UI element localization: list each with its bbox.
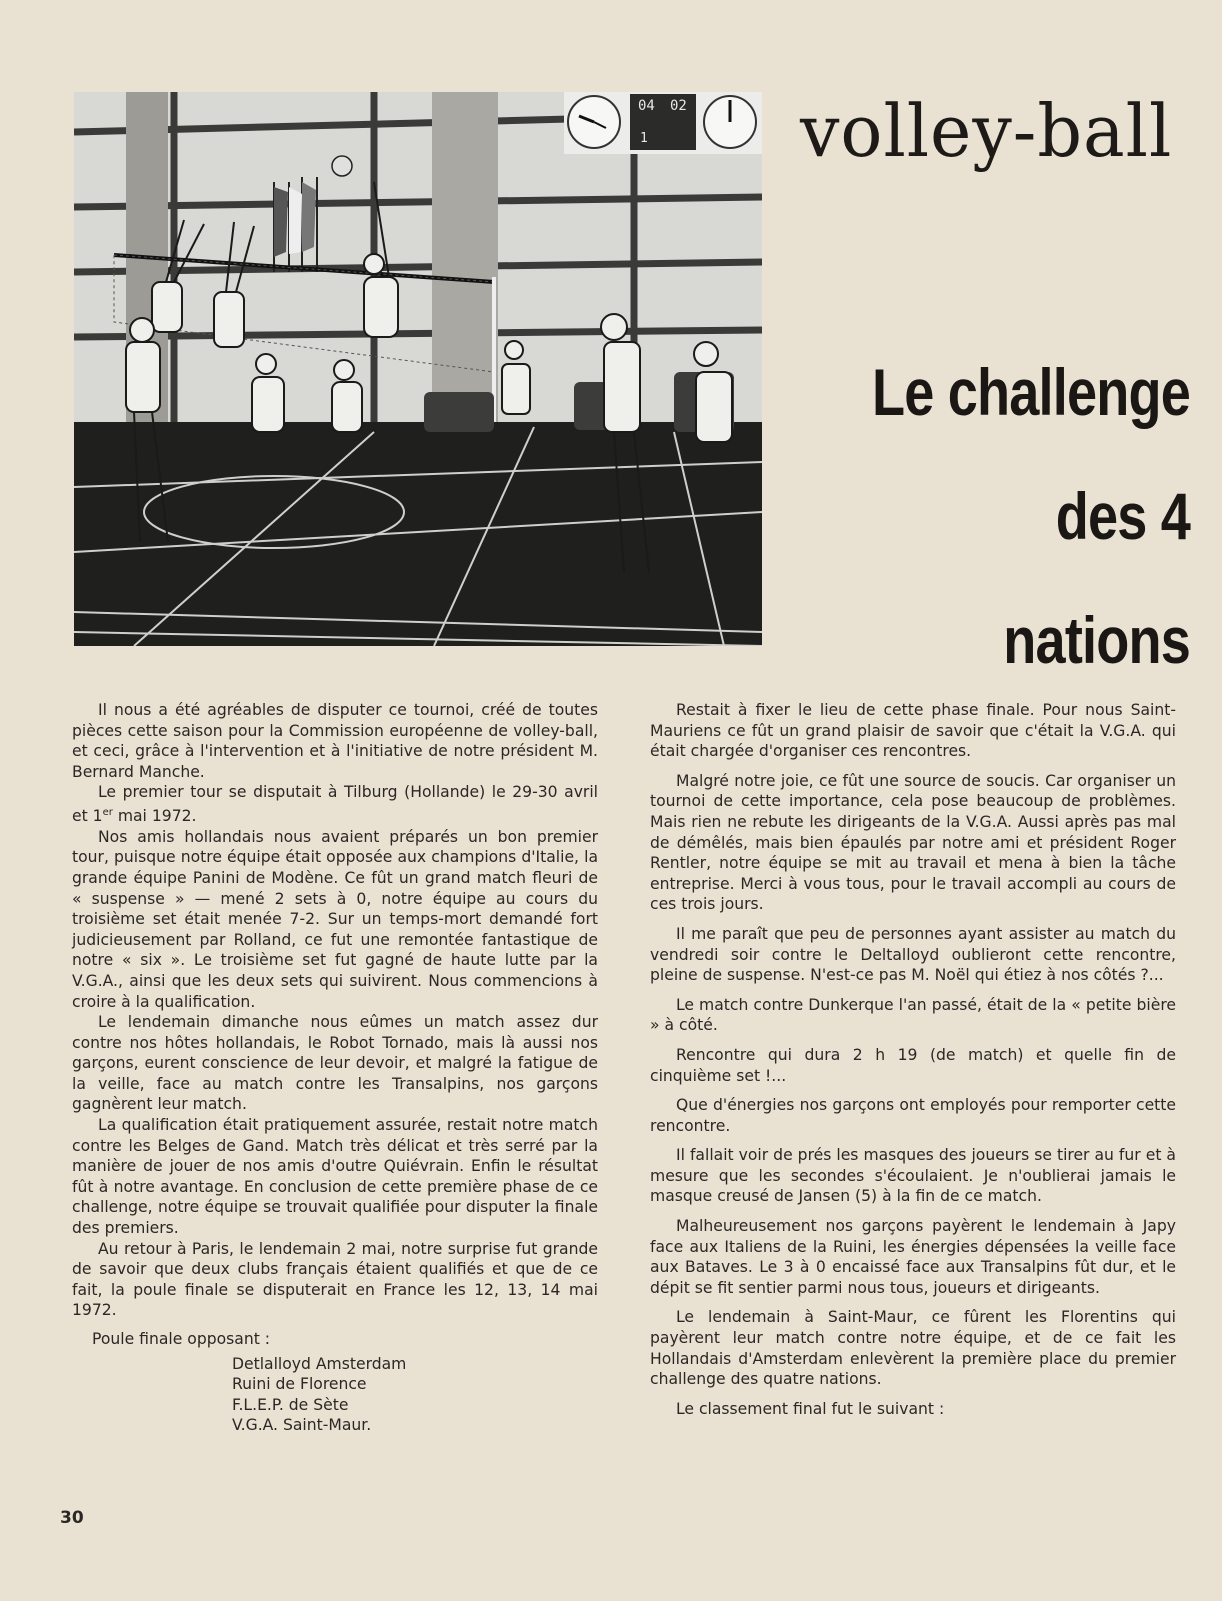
scoreboard-left: 04 [638, 98, 655, 114]
club-item: Detlalloyd Amsterdam [232, 1354, 407, 1373]
paragraph: Malgré notre joie, ce fût une source de soucis. Car organiser un tournoi de cette importance, cela pose beaucoup de problèmes. Mais rien ne rebute les dirigeants de la V.G.A. Aussi après pas mal de démêlés, mais bien épaulés par notre ami et président Roger Rentler, notre équipe se mit au travail et mena à bien la tâche entreprise. Merci à vous tous, pour le travail accompli au cours de ces trois jours. [650, 771, 1176, 914]
paragraph: Que d'énergies nos garçons ont employés pour remporter cette rencontre. [650, 1096, 1176, 1135]
paragraph: Le lendemain dimanche nous eûmes un match assez dur contre nos hôtes hollandais, le Robot Tornado, mais là aussi nos garçons, eurent conscience de leur devoir, et malgré la fatigue de la veille, face au match contre les Transalpins, nos garçons gagnèrent leur match. [72, 1013, 598, 1114]
poule-intro: Poule finale opposant : [92, 1330, 271, 1348]
title-line-1: Le challenge [871, 355, 1190, 429]
club-list [232, 1354, 598, 1436]
club-item: F.L.E.P. de Sète [232, 1395, 349, 1414]
paragraph: Le lendemain à Saint-Maur, ce fûrent les Florentins qui payèrent leur match contre notre équipe, et de ce fait les Hollandais d'Amsterdam enlevèrent la première place du premier challenge des quatre nations. [650, 1308, 1176, 1389]
paragraph: Au retour à Paris, le lendemain 2 mai, notre surprise fut grande de savoir que deux clubs français étaient qualifiés et que de ce fait, la poule finale se disputerait en France les 12, 13, 14 mai 1972. [72, 1239, 598, 1320]
paragraph: Il fallait voir de prés les masques des joueurs se tirer au fur et à mesure que les secondes s'écoulaient. Je n'oublierai jamais le masque creusé de Jansen (5) à la fin de ce match. [650, 1146, 1176, 1206]
paragraph: Le classement final fut le suivant : [676, 1399, 945, 1418]
paragraph: Rencontre qui dura 2 h 19 (de match) et quelle fin de cinquième set !... [650, 1045, 1176, 1085]
paragraph: Le match contre Dunkerque l'an passé, était de la « petite bière » à côté. [650, 995, 1176, 1035]
scoreboard [564, 92, 762, 154]
club-item: Ruini de Florence [232, 1375, 367, 1394]
left-column [72, 700, 598, 1436]
paragraph-text: mai 1972. [112, 807, 197, 826]
club-item: V.G.A. Saint-Maur. [232, 1416, 372, 1435]
volleyball-match-illustration [74, 92, 762, 646]
paragraph: Malheureusement nos garçons payèrent le lendemain à Japy face aux Italiens de la Ruini, les énergies dépensées la veille face aux Bataves. Le 3 à 0 encaissé face aux Transalpins fût dur, et le dépit se fit sentier parmi nous tous, joueurs et dirigeants. [650, 1217, 1176, 1297]
right-column [650, 700, 1176, 1428]
scoreboard-right: 02 [670, 98, 687, 114]
section-heading: volley-ball [800, 89, 1173, 173]
article-title [862, 330, 1190, 702]
paragraph: Nos amis hollandais nous avaient préparés un bon premier tour, puisque notre équipe était opposée aux champions d'Italie, la grande équipe Panini de Modène. Ce fût un grand match fleuri de « suspense » — mené 2 sets à 0, notre équipe au cours du troisième set était menée 7-2. Sur un temps-mort demandé fort judicieusement par Rolland, ce fut une remontée fantastique de notre « six ». Le troisième set fut gagné de haute lutte par la V.G.A., ainsi que les deux sets qui suivirent. Nous commencions à croire à la qualification. [72, 827, 598, 1011]
paragraph: La qualification était pratiquement assurée, restait notre match contre les Belges de Gand. Match très délicat et très serré par la manière de jouer de nos amis d'outre Quiévrain. Enfin le résultat fût à notre avantage. En conclusion de cette première phase de ce challenge, notre équipe se trouvait qualifiée pour disputer la finale des premiers. [72, 1116, 598, 1238]
title-line-2: des 4 nations [1003, 479, 1190, 677]
paragraph: Il nous a été agréables de disputer ce tournoi, créé de toutes pièces cette saison pour la Commission européenne de volley-ball, et ceci, grâce à l'intervention et à l'initiative de notre président M. Bernard Manche. [72, 701, 598, 781]
paragraph [72, 782, 598, 826]
page-number: 30 [60, 1508, 84, 1528]
match-photo [74, 92, 762, 646]
paragraph-text: Le premier tour se disputait à Tilburg (Hollande) le 29-30 avril et 1 [72, 783, 598, 826]
scoreboard-bottom: 1 [640, 131, 648, 146]
paragraph: Restait à fixer le lieu de cette phase finale. Pour nous Saint-Mauriens ce fût un grand plaisir de savoir que c'était la V.G.A. qui était chargée d'organiser ces rencontres. [650, 701, 1176, 761]
superscript: er [102, 806, 113, 818]
paragraph: Il me paraît que peu de personnes ayant assister au match du vendredi soir contre le Deltalloyd oublieront cette rencontre, pleine de suspense. N'est-ce pas M. Noël qui étiez à nos côtés ?... [650, 924, 1176, 985]
